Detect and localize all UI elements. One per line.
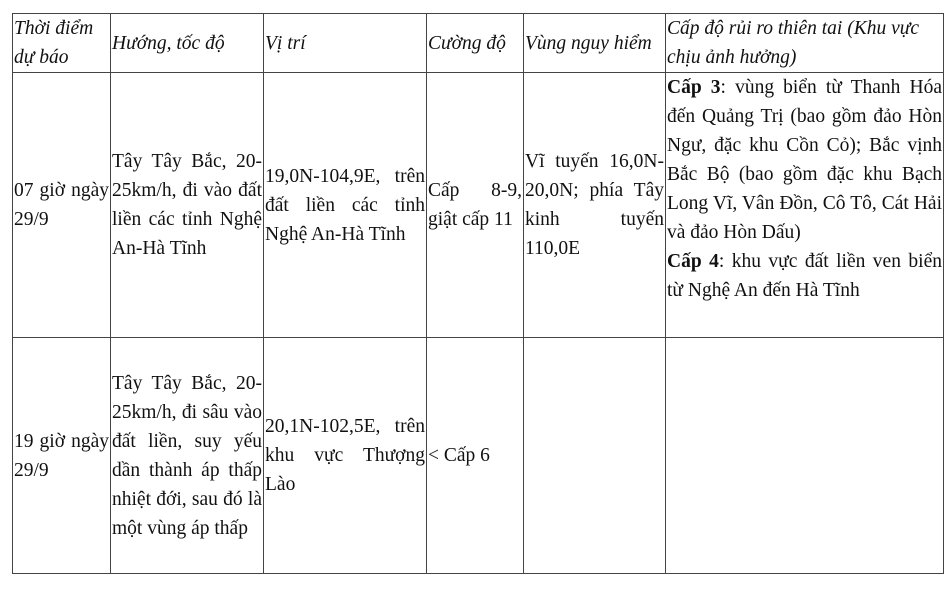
direction-text: Tây Tây Bắc, 20-25km/h, đi vào đất liền các tỉnh Nghệ An-Hà Tĩnh: [112, 151, 262, 259]
direction-cell: [111, 73, 264, 338]
header-direction-speed: Hướng, tốc độ: [111, 14, 264, 73]
risk-area-text: : vùng biển từ Thanh Hóa đến Quảng Trị (bao gồm đảo Hòn Ngư, đặc khu Cồn Cỏ); Bắc vịnh Bắc Bộ (bao gồm đặc khu Bạch Long Vĩ, Vân Đồn, Cô Tô, Cát Hải và đảo Hòn Dấu): [667, 77, 942, 243]
intensity-text: Cấp 8-9, giật cấp 11: [428, 180, 522, 230]
danger-zone-cell: [524, 73, 666, 338]
risk-entry: [667, 73, 942, 247]
table-row: [13, 338, 944, 574]
table-body: [13, 73, 944, 574]
forecast-time-text: 19 giờ ngày 29/9: [14, 430, 109, 481]
forecast-time-text: 07 giờ ngày 29/9: [14, 180, 109, 230]
forecast-time-cell: [13, 73, 111, 338]
position-cell: [264, 73, 427, 338]
direction-cell: [111, 338, 264, 574]
danger-zone-text: Vĩ tuyến 16,0N-20,0N; phía Tây kinh tuyến 110,0E: [525, 151, 664, 259]
table-header: [13, 14, 944, 73]
risk-entry: [667, 247, 942, 305]
position-text: 20,1N-102,5E, trên khu vực Thượng Lào: [265, 416, 425, 495]
position-text: 19,0N-104,9E, trên đất liền các tỉnh Nghệ An-Hà Tĩnh: [265, 165, 425, 245]
storm-forecast-table: [12, 13, 944, 574]
header-forecast-time: Thời điểm dự báo: [13, 14, 111, 73]
forecast-time-cell: [13, 338, 111, 574]
header-row: [13, 14, 944, 73]
header-danger-zone: Vùng nguy hiểm: [524, 14, 666, 73]
intensity-cell: [427, 338, 524, 574]
risk-level-label: Cấp 4: [667, 251, 719, 272]
intensity-cell: [427, 73, 524, 338]
intensity-text: < Cấp 6: [428, 445, 490, 466]
table-row: [13, 73, 944, 338]
risk-level-cell: [666, 338, 944, 574]
risk-level-cell: [666, 73, 944, 338]
risk-area-text: : khu vực đất liền ven biển từ Nghệ An đến Hà Tĩnh: [667, 251, 942, 301]
header-intensity: Cường độ: [427, 14, 524, 73]
danger-zone-cell: [524, 338, 666, 574]
risk-level-label: Cấp 3: [667, 77, 721, 98]
position-cell: [264, 338, 427, 574]
header-position: Vị trí: [264, 14, 427, 73]
header-risk-level: Cấp độ rủi ro thiên tai (Khu vực chịu ảnh hưởng): [666, 14, 944, 73]
direction-text: Tây Tây Bắc, 20-25km/h, đi sâu vào đất liền, suy yếu dần thành áp thấp nhiệt đới, sau đó là một vùng áp thấp: [112, 372, 262, 539]
